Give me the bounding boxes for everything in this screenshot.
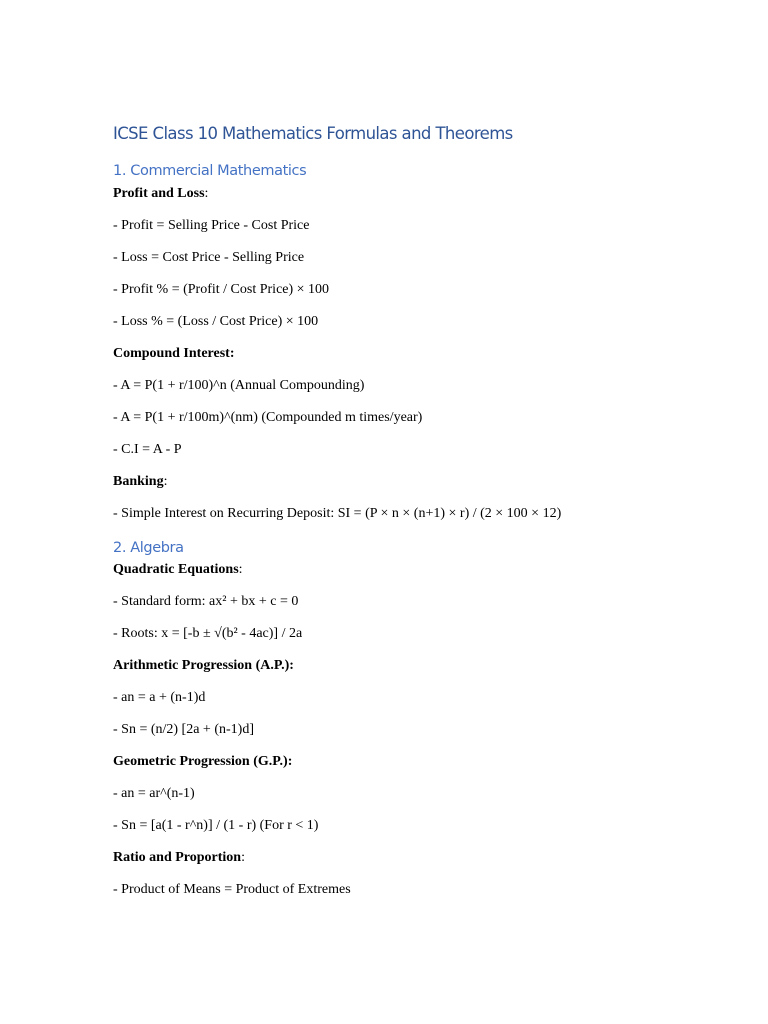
formula-line: - C.I = A - P (113, 442, 182, 457)
group-label-ratio-and-proportion (113, 849, 245, 867)
group-label-text: Quadratic Equations (113, 562, 239, 577)
group-label-profit-and-loss (113, 185, 208, 203)
formula-line: - A = P(1 + r/100)^n (Annual Compounding) (113, 378, 365, 393)
formula-line: - Loss = Cost Price - Selling Price (113, 250, 305, 265)
group-label-text: Arithmetic Progression (A.P.): (113, 658, 294, 673)
group-label-compound-interest (113, 345, 234, 363)
formula-line: - Profit = Selling Price - Cost Price (113, 218, 310, 233)
group-label-colon: : (163, 474, 168, 489)
group-label-colon: : (238, 562, 243, 577)
formula-line: - A = P(1 + r/100m)^(nm) (Compounded m times/year) (113, 410, 423, 425)
group-label-text: Banking (113, 474, 164, 489)
formula-line: - Simple Interest on Recurring Deposit: SI = (P × n × (n+1) × r) / (2 × 100 × 12) (113, 506, 562, 521)
group-label-quadratic-equations (113, 561, 243, 579)
formula-line: - Sn = [a(1 - r^n)] / (1 - r) (For r < 1) (113, 818, 319, 833)
group-label-arithmetic-progression (113, 657, 294, 675)
formula-line: - Product of Means = Product of Extremes (113, 882, 351, 897)
group-label-colon: : (241, 850, 245, 865)
group-label-text: Compound Interest: (113, 346, 235, 361)
formula-line: - Loss % = (Loss / Cost Price) × 100 (113, 314, 319, 329)
formula-line: - an = ar^(n-1) (113, 786, 195, 801)
group-label-text: Geometric Progression (G.P.): (113, 754, 293, 769)
formula-line: - Standard form: ax² + bx + c = 0 (113, 594, 299, 609)
section-heading-algebra: 2. Algebra (113, 540, 184, 556)
document-title: ICSE Class 10 Mathematics Formulas and Theorems (113, 124, 513, 143)
group-label-text: Ratio and Proportion (113, 850, 242, 865)
formula-line: - Profit % = (Profit / Cost Price) × 100 (113, 282, 330, 297)
formula-line: - an = a + (n-1)d (113, 690, 206, 705)
section-heading-commercial-mathematics: 1. Commercial Mathematics (113, 163, 307, 179)
group-label-colon: : (204, 186, 209, 201)
formula-line: - Roots: x = [-b ± √(b² - 4ac)] / 2a (113, 626, 303, 641)
group-label-banking (113, 473, 167, 491)
group-label-text: Profit and Loss (113, 186, 205, 201)
group-label-geometric-progression (113, 753, 292, 771)
formula-line: - Sn = (n/2) [2a + (n-1)d] (113, 722, 254, 737)
